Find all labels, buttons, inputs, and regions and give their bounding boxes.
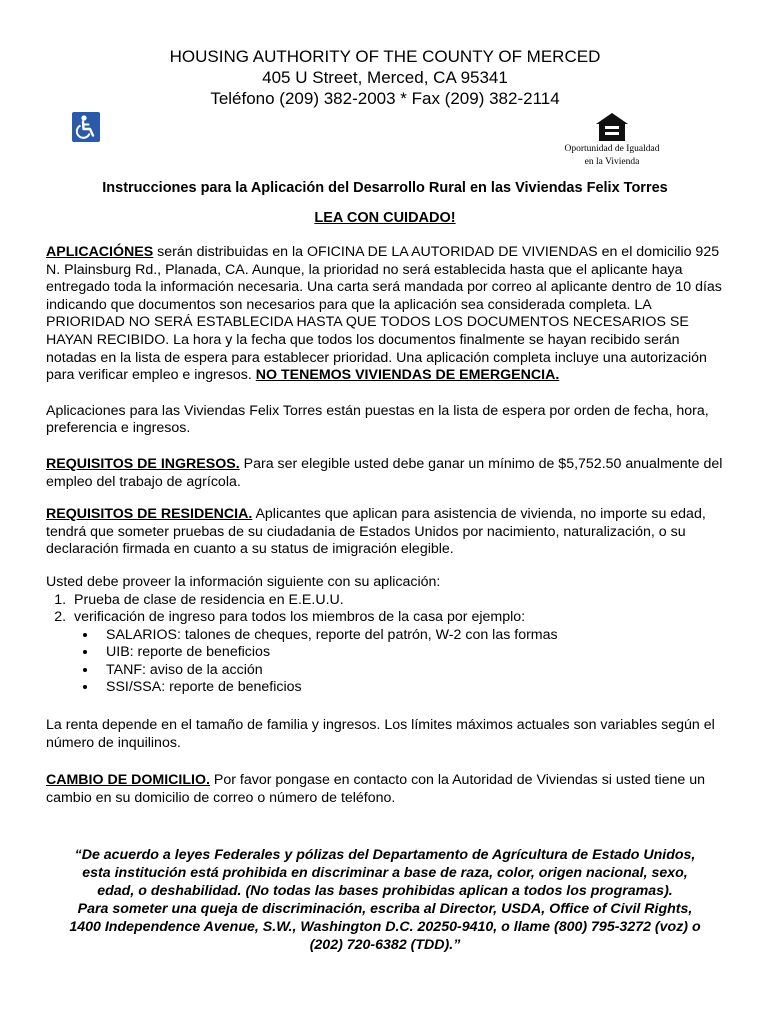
nondiscrimination-statement xyxy=(40,846,730,954)
equal-housing-caption-line-1: Oportunidad de Igualdad xyxy=(564,144,660,154)
nondiscrimination-line: edad, o deshabilidad. (No todas las bases prohibidas aplican a todos los programas). xyxy=(97,883,673,899)
list-item xyxy=(70,609,726,697)
address-change-text: Por favor pongase en contacto con la Autoridad de Viviendas si usted tiene un cambio en su domicilio de correo o número de teléfono. xyxy=(46,772,706,806)
residence-paragraph xyxy=(46,506,726,559)
nondiscrimination-line: Para someter una queja de discriminación, escriba al Director, USDA, Office of Civil Rights, xyxy=(77,901,693,917)
nondiscrimination-line: esta institución está prohibida en discriminar a base de raza, color, origen nacional, sexo, xyxy=(82,865,688,881)
nondiscrimination-line: (202) 720-6382 (TDD).” xyxy=(309,937,461,953)
list-item: • TANF: aviso de la acción xyxy=(98,662,726,680)
list-item: • SSI/SSA: reporte de beneficios xyxy=(98,679,726,697)
required-documents-list xyxy=(46,592,726,698)
list-item: • SALARIOS: talones de cheques, reporte del patrón, W-2 con las formas xyxy=(98,627,726,645)
document-title: Instrucciones para la Aplicación del Desarrollo Rural en las Viviendas Felix Torres xyxy=(102,180,668,196)
residence-text: Aplicantes que aplican para asistencia de vivienda, no importe su edad, tendrá que someter pruebas de su ciudadania de Estados Unidos por nacimiento, naturalización, o su declaración firmada en cuanto a su status de imigración elegible. xyxy=(46,506,706,558)
income-lead: REQUISITOS DE INGRESOS. xyxy=(46,455,240,472)
income-verification-list xyxy=(74,627,726,697)
equal-housing-house-icon xyxy=(594,112,630,142)
organization-phone-fax: Teléfono (209) 382-2003 * Fax (209) 382-2114 xyxy=(210,89,560,108)
provide-intro: Usted debe proveer la información siguiente con su aplicación: xyxy=(46,573,441,590)
applications-lead: APLICACIÓNES xyxy=(46,244,154,260)
letterhead xyxy=(0,46,770,109)
no-emergency-housing: NO TENEMOS VIVIENDAS DE EMERGENCIA. xyxy=(255,367,560,384)
read-carefully-heading: LEA CON CUIDADO! xyxy=(314,210,456,226)
equal-housing-caption xyxy=(548,143,676,169)
address-change-lead: CAMBIO DE DOMICILIO. xyxy=(46,772,210,789)
nondiscrimination-line: 1400 Independence Avenue, S.W., Washington D.C. 20250-9410, o llame (800) 795-3272 (voz) o xyxy=(69,919,701,935)
nondiscrimination-line: “De acuerdo a leyes Federales y pólizas del Departamento de Agrícultura de Estado Unidos, xyxy=(74,847,696,863)
applications-text: serán distribuidas en la OFICINA DE LA AUTORIDAD DE VIVIENDAS en el domicilio 925 N. Plainsburg Rd., Planada, CA. Aunque, la prioridad no será establecida hasta que el aplicante haya entregado toda la información necesaria. Una carta será mandada por correo al aplicante dentro de 10 días indicando que documentos son necesarios para que la aplicación sea considerada completa. LA PRIORIDAD NO SERÁ ESTABLECIDA HASTA QUE TODOS LOS DOCUMENTOS NECESARIOS SE HAYAN RECIBIDO. La hora y la fecha que todos los documentos finalmente se hayan recibido serán notadas en la lista de espera para establecer prioridad. Una aplicación completa incluye una autorización para verificar empleo e ingresos. xyxy=(46,244,722,384)
applications-paragraph xyxy=(46,244,726,385)
residence-lead: REQUISITOS DE RESIDENCIA. xyxy=(46,506,253,523)
income-paragraph xyxy=(46,456,726,491)
list-item-text: verificación de ingreso para todos los miembros de la casa por ejemplo: xyxy=(74,609,526,626)
rent-paragraph: La renta depende en el tamaño de familia y ingresos. Los límites máximos actuales son variables según el número de inquilinos. xyxy=(46,717,715,751)
list-item: 1. Prueba de clase de residencia en E.E.U.U. xyxy=(70,592,726,610)
address-change-paragraph xyxy=(46,772,726,807)
document-body xyxy=(46,244,726,807)
list-item: • UIB: reporte de beneficios xyxy=(98,644,726,662)
waiting-list-paragraph: Aplicaciones para las Viviendas Felix Torres están puestas en la lista de espera por orden de fecha, hora, preferencia e ingresos. xyxy=(46,402,709,437)
organization-address: 405 U Street, Merced, CA 95341 xyxy=(262,68,508,87)
equal-housing-caption-line-2: en la Vivienda xyxy=(584,157,640,167)
organization-name: HOUSING AUTHORITY OF THE COUNTY OF MERCED xyxy=(169,47,601,66)
wheelchair-icon xyxy=(72,112,100,142)
income-text: Para ser elegible usted debe ganar un mínimo de $5,752.50 anualmente del empleo del trabajo de agrícola. xyxy=(46,455,723,490)
